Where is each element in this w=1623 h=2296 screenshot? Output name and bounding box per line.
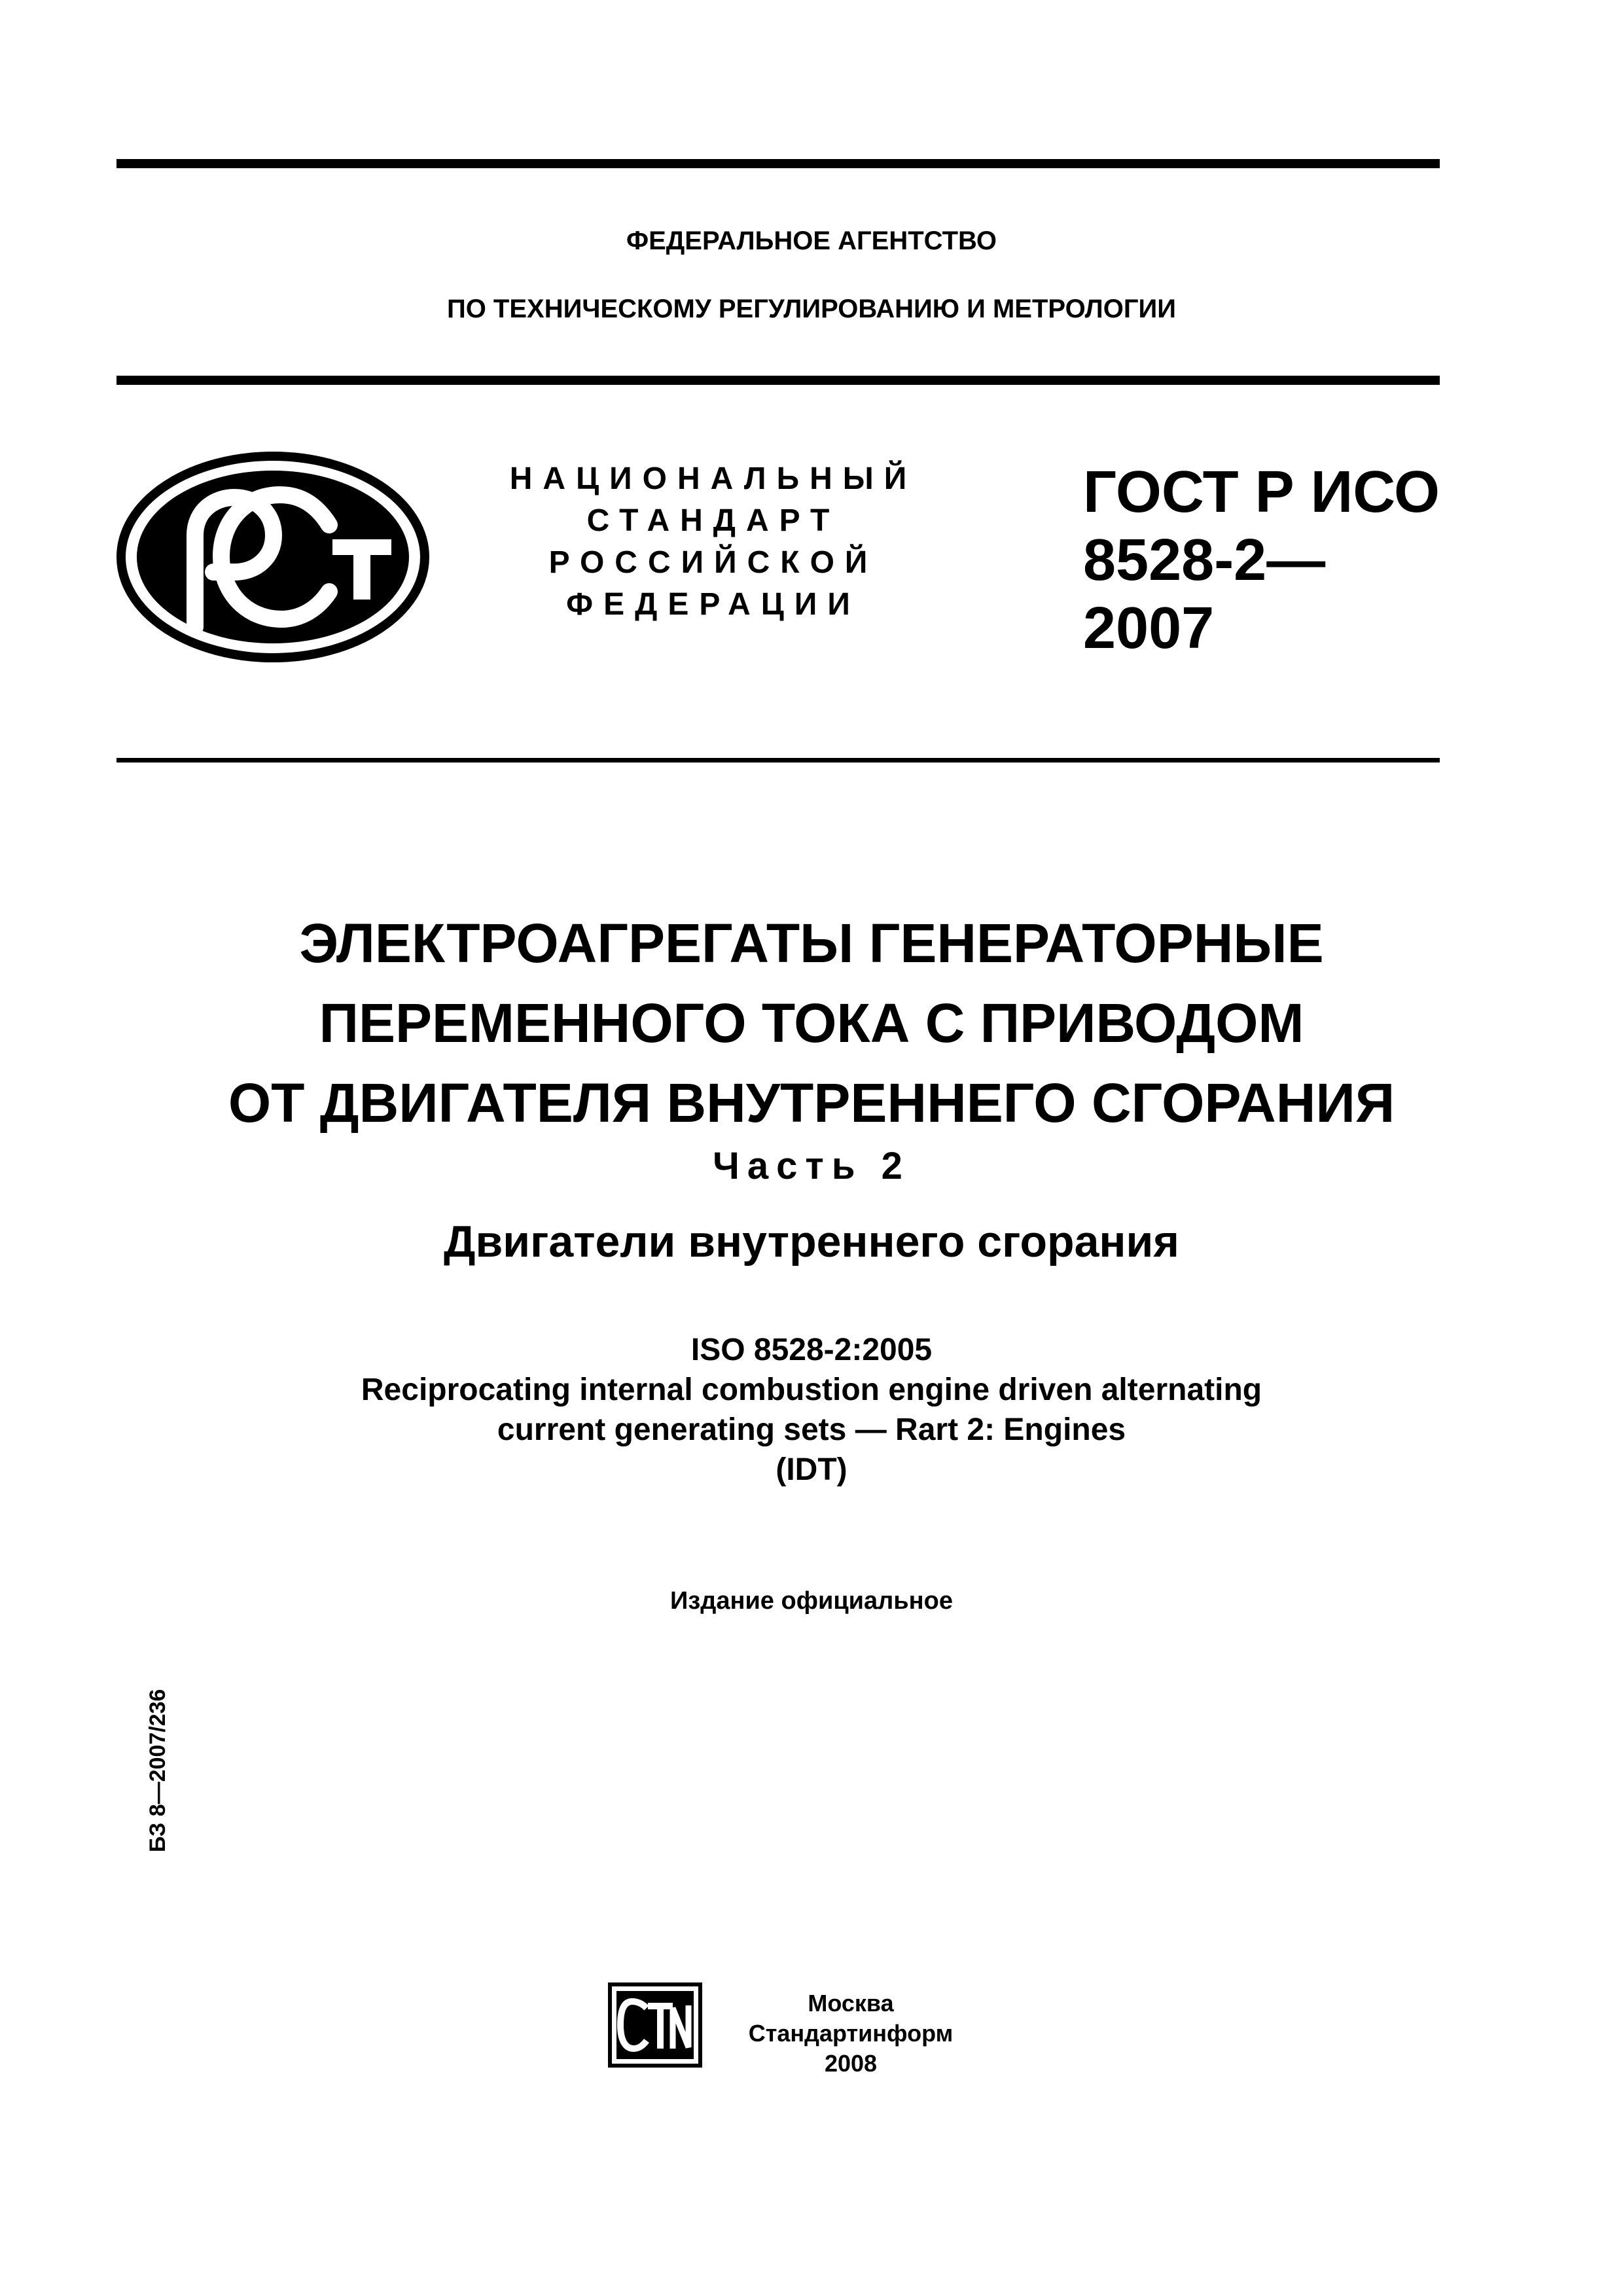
standard-type-line-4: ФЕДЕРАЦИИ <box>566 587 861 622</box>
agency-line-2: ПО ТЕХНИЧЕСКОМУ РЕГУЛИРОВАНИЮ И МЕТРОЛОГИИ <box>446 295 1177 323</box>
gost-r-logo <box>116 452 429 662</box>
standard-type-line-2: СТАНДАРТ <box>586 503 840 538</box>
standard-type-line-3: РОССИЙСКОЙ <box>548 545 878 580</box>
part-title: Двигатели внутреннего сгорания <box>444 1217 1179 1266</box>
document-title <box>0 903 1623 1143</box>
iso-reference <box>0 1330 1623 1490</box>
standard-designation <box>1083 458 1440 662</box>
agency-line-1: ФЕДЕРАЛЬНОЕ АГЕНТСТВО <box>626 226 997 255</box>
edition-note: Издание официальное <box>670 1587 953 1615</box>
iso-number: ISO 8528-2:2005 <box>690 1333 933 1367</box>
designation-line-2: 8528-2— <box>1083 528 1326 593</box>
publisher-logo <box>607 1982 703 2068</box>
iso-title-line-1: Reciprocating internal combustion engine driven alternating <box>361 1372 1262 1407</box>
iso-degree: (IDT) <box>776 1452 847 1487</box>
standard-type-line-1: НАЦИОНАЛЬНЫЙ <box>509 461 918 496</box>
publisher-city: Москва <box>808 1990 894 2017</box>
title-line-3: ОТ ДВИГАТЕЛЯ ВНУТРЕННЕГО СГОРАНИЯ <box>228 1072 1395 1134</box>
designation-line-3: 2007 <box>1083 596 1215 661</box>
iso-title-line-2: current generating sets — Rart 2: Engines <box>497 1412 1126 1447</box>
top-rule <box>116 159 1440 168</box>
standard-type <box>484 458 942 626</box>
designation-line-1: ГОСТ Р ИСО <box>1083 459 1440 525</box>
publisher-year: 2008 <box>824 2050 878 2077</box>
publisher-info <box>733 1988 969 2079</box>
part-number: Часть 2 <box>713 1145 910 1187</box>
title-rule <box>116 758 1440 762</box>
title-line-1: ЭЛЕКТРОАГРЕГАТЫ ГЕНЕРАТОРНЫЕ <box>299 912 1324 974</box>
publisher-name: Стандартинформ <box>748 2020 954 2047</box>
side-code: БЗ 8—2007/236 <box>145 1689 170 1852</box>
title-line-2: ПЕРЕМЕННОГО ТОКА С ПРИВОДОМ <box>319 992 1304 1054</box>
header-rule <box>116 376 1440 385</box>
